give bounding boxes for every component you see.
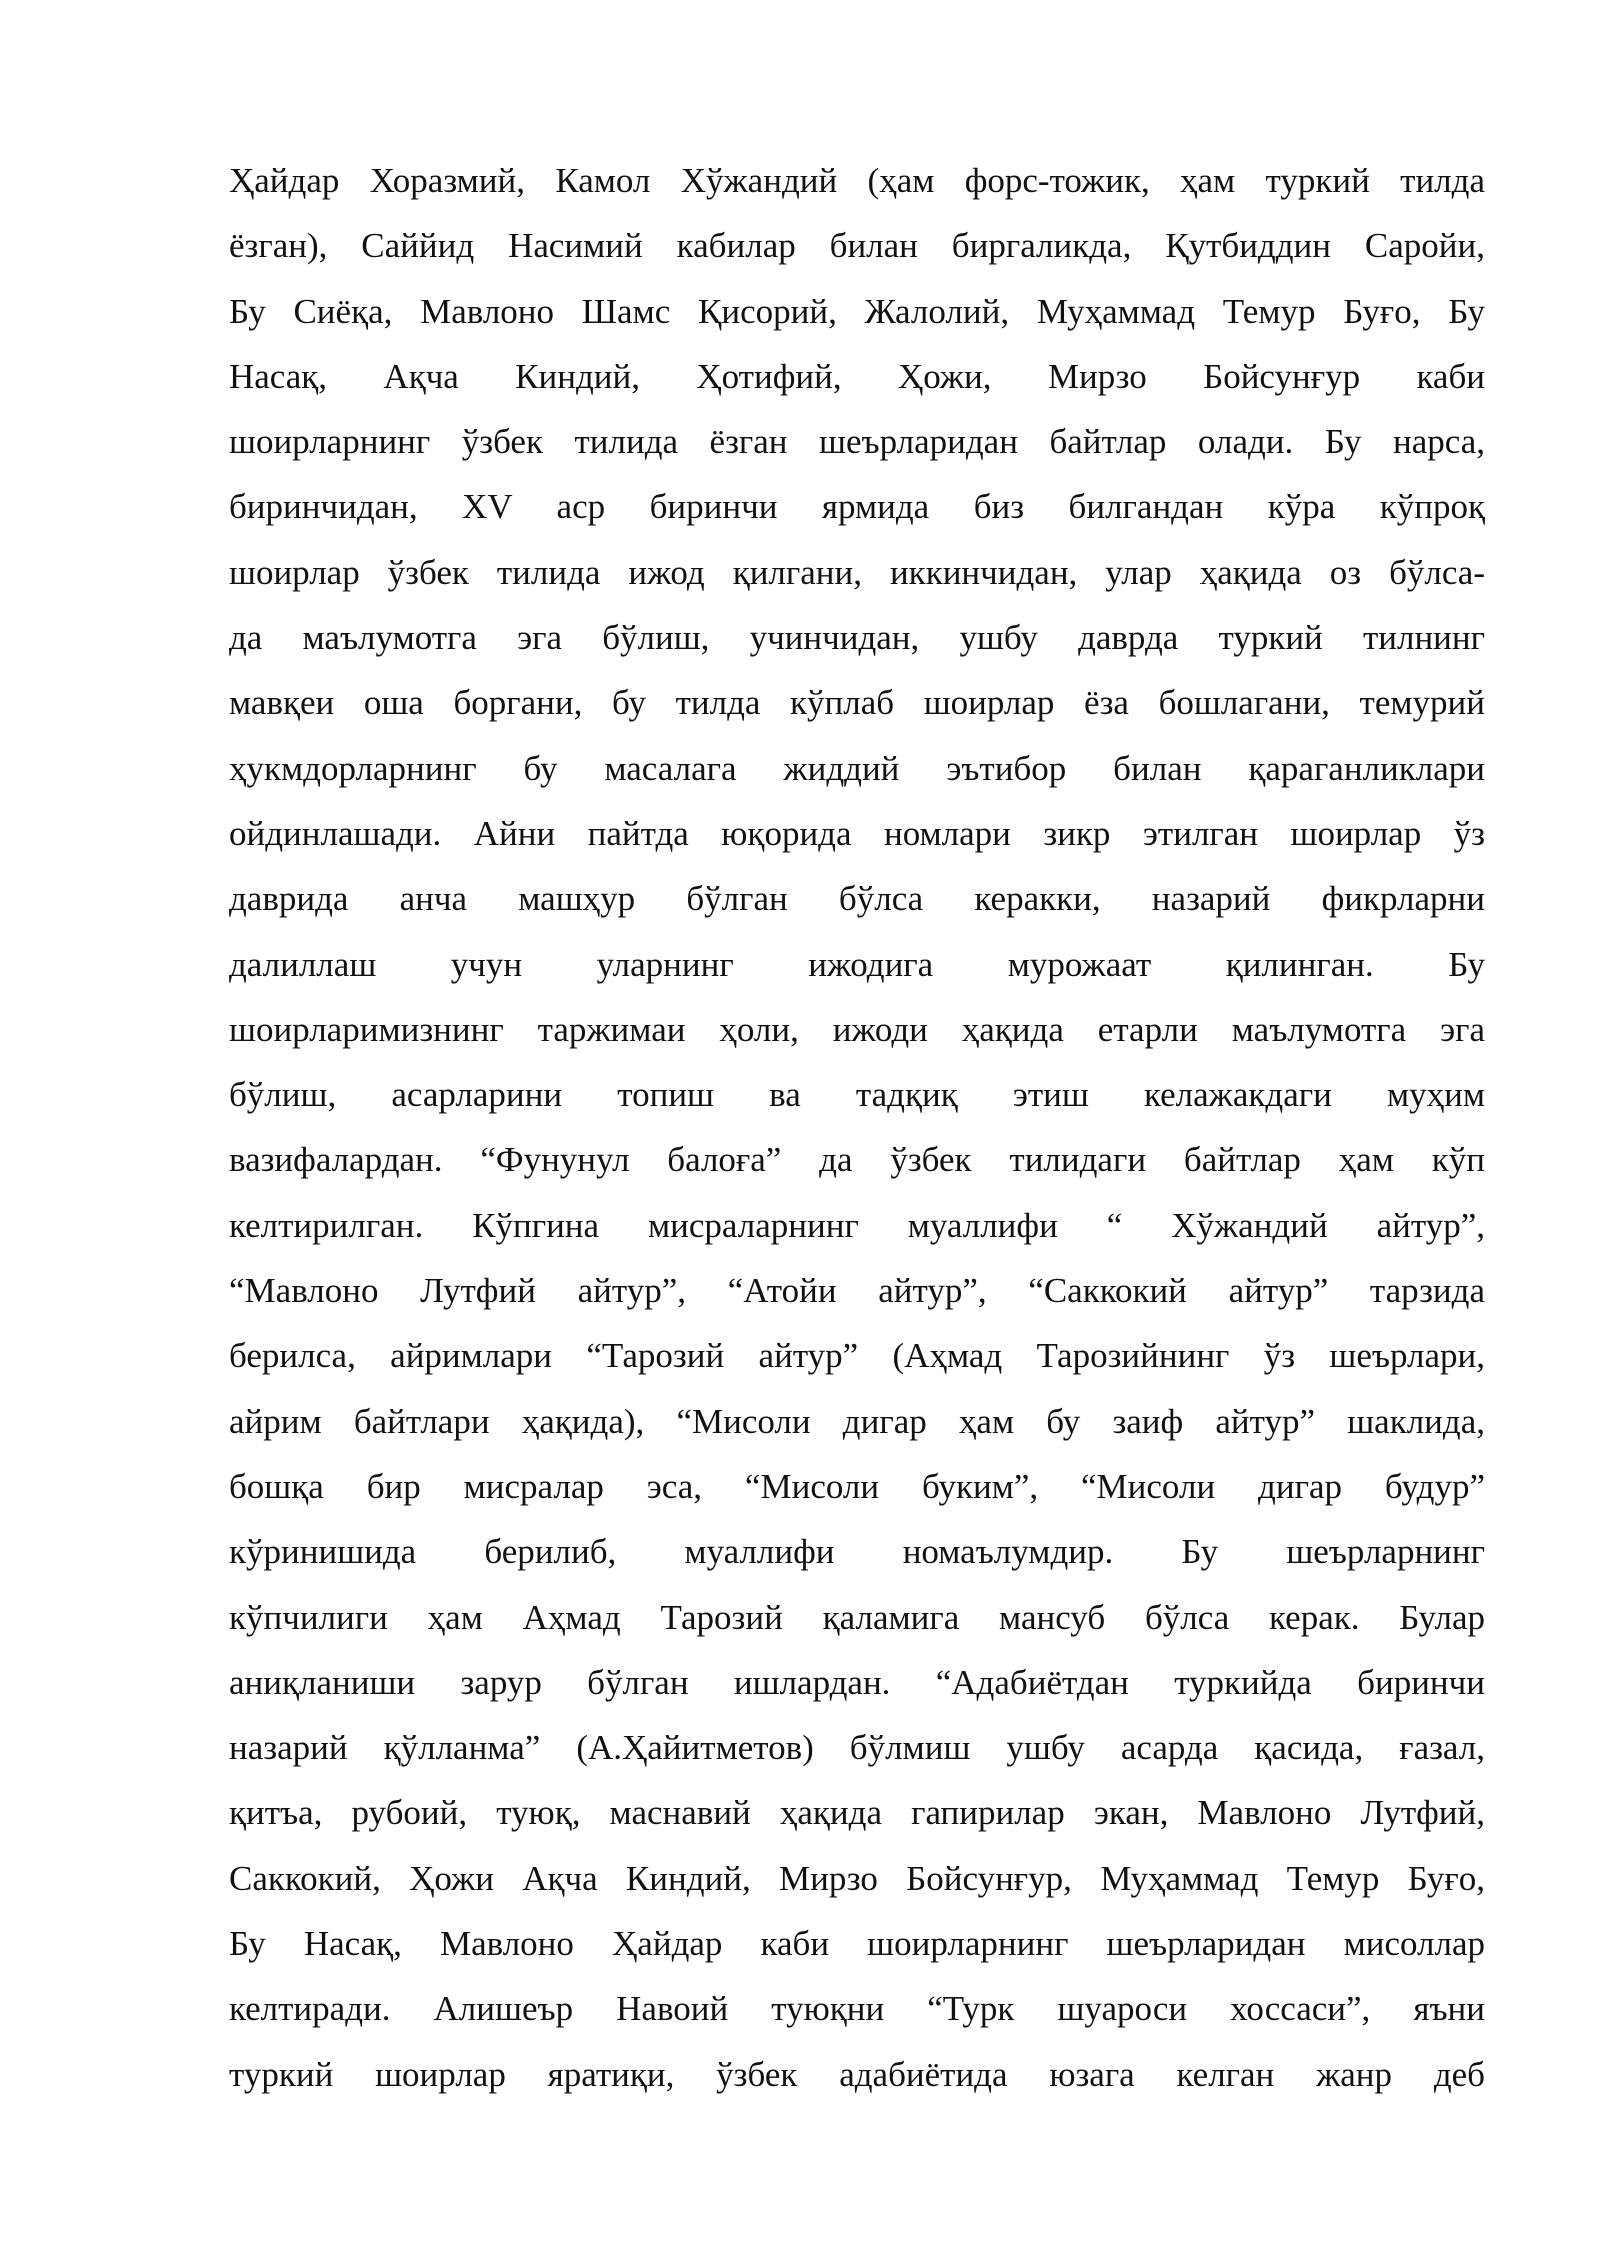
text-line-3: Бу Сиёқа, Мавлоно Шамс Қисорий, Жалолий, Муҳаммад Темур Буғо, Бу	[229, 291, 1485, 331]
text-line-8: да маълумотга эга бўлиш, учинчидан, ушбу даврда туркий тилнинг	[229, 618, 1485, 658]
text-line-1: Ҳайдар Хоразмий, Камол Хўжандий (ҳам форс-тожик, ҳам туркий тилда	[229, 161, 1485, 200]
text-line-11: ойдинлашади. Айни пайтда юқорида номлари зикр этилган шоирлар ўз	[229, 813, 1485, 853]
text-line-6: биринчидан, XV аср биринчи ярмида биз билгандан кўра кўпроқ	[229, 487, 1485, 527]
text-line-16: вазифалардан. “Фунунул балоға” да ўзбек тилидаги байтлар ҳам кўп	[229, 1140, 1485, 1180]
text-line-15: бўлиш, асарларини топиш ва тадқиқ этиш келажакдаги муҳим	[229, 1075, 1485, 1115]
text-line-4: Насақ, Ақча Киндий, Ҳотифий, Ҳожи, Мирзо Бойсунғур каби	[229, 356, 1485, 396]
body-text	[229, 148, 1485, 2107]
text-line-7: шоирлар ўзбек тилида ижод қилгани, иккинчидан, улар ҳақида оз бўлса-	[229, 552, 1485, 592]
text-line-23: кўпчилиги ҳам Аҳмад Тарозий қаламига мансуб бўлса керак. Булар	[229, 1597, 1485, 1637]
text-line-17: келтирилган. Кўпгина мисраларнинг муаллифи “ Хўжандий айтур”,	[229, 1205, 1485, 1245]
text-line-24: аниқланиши зарур бўлган ишлардан. “Адабиётдан туркийда биринчи	[229, 1662, 1485, 1702]
text-line-5: шоирларнинг ўзбек тилида ёзган шеърларидан байтлар олади. Бу нарса,	[229, 422, 1485, 462]
text-line-19: берилса, айримлари “Тарозий айтур” (Аҳмад Тарозийнинг ўз шеърлари,	[229, 1336, 1485, 1376]
text-line-18: “Мавлоно Лутфий айтур”, “Атойи айтур”, “Саккокий айтур” тарзида	[229, 1271, 1485, 1311]
text-line-25: назарий қўлланма” (А.Ҳайитметов) бўлмиш ушбу асарда қасида, ғазал,	[229, 1728, 1485, 1768]
text-line-12: даврида анча машҳур бўлган бўлса керакки, назарий фикрларни	[229, 879, 1485, 919]
text-line-26: қитъа, рубоий, туюқ, маснавий ҳақида гапирилар экан, Мавлоно Лутфий,	[229, 1793, 1485, 1833]
text-line-14: шоирларимизнинг таржимаи ҳоли, ижоди ҳақида етарли маълумотга эга	[229, 1009, 1485, 1049]
text-line-10: ҳукмдорларнинг бу масалага жиддий эътибор билан қараганликлари	[229, 748, 1485, 788]
text-line-27: Саккокий, Ҳожи Ақча Киндий, Мирзо Бойсунғур, Муҳаммад Темур Буғо,	[229, 1858, 1485, 1898]
text-line-9: мавқеи оша боргани, бу тилда кўплаб шоирлар ёза бошлагани, темурий	[229, 683, 1485, 723]
text-line-29: келтиради. Алишеър Навоий туюқни “Турк шуароси хоссаси”, яъни	[229, 1989, 1485, 2029]
text-line-22: кўринишида берилиб, муаллифи номаълумдир. Бу шеърларнинг	[229, 1532, 1485, 1572]
text-line-13: далиллаш учун уларнинг ижодига мурожаат қилинган. Бу	[229, 944, 1485, 984]
text-line-30: туркий шоирлар яратиқи, ўзбек адабиётида юзага келган жанр деб	[229, 2054, 1485, 2094]
text-line-2: ёзган), Саййид Насимий кабилар билан биргаликда, Қутбиддин Саройи,	[229, 226, 1485, 266]
text-line-20: айрим байтлари ҳақида), “Мисоли дигар ҳам бу заиф айтур” шаклида,	[229, 1401, 1485, 1441]
text-line-21: бошқа бир мисралар эса, “Мисоли буким”, “Мисоли дигар будур”	[229, 1466, 1485, 1506]
text-line-28: Бу Насақ, Мавлоно Ҳайдар каби шоирларнинг шеърларидан мисоллар	[229, 1924, 1485, 1964]
